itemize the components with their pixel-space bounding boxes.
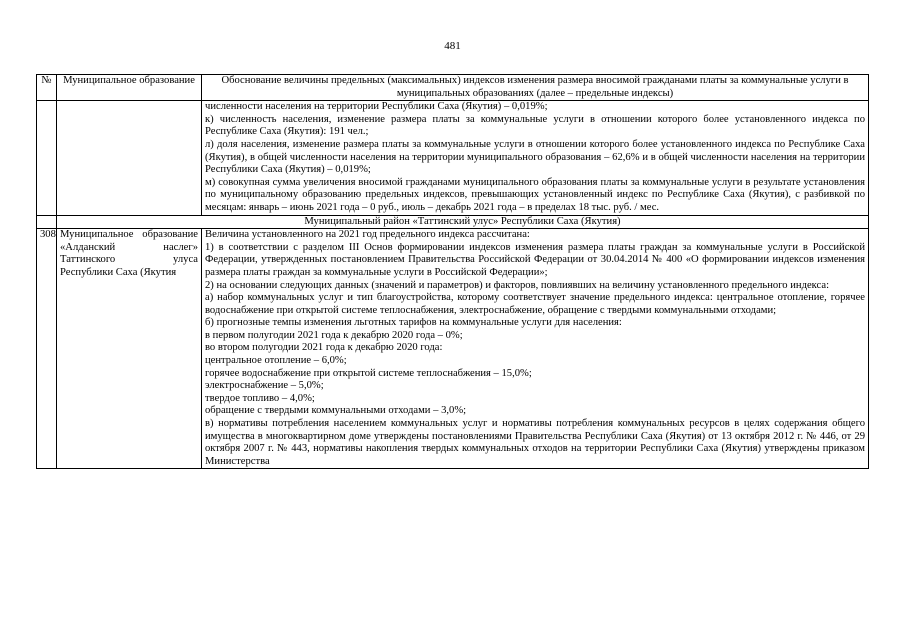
- continuation-justification-cell: [202, 101, 869, 215]
- municipality-name-cell: [57, 229, 202, 469]
- paragraph: м) совокупная сумма увеличения вносимой гражданами муниципального образования платы за коммунальные услуги в результате установления по муниципальному образованию предельных индексов, превышающих установленный индекс по Республике Саха (Якутия), с разбивкой по месяцам: январь – июнь 2021 года – 0 руб., июль – декабрь 2021 года – в пределах 18 тыс. руб. / мес.: [205, 176, 865, 213]
- paragraph: к) численность населения, изменение размера платы за коммунальные услуги в отношении которого более установленного индекса по Республике Саха (Якутия): 191 чел.;: [205, 113, 865, 138]
- justification-cell: [202, 229, 869, 469]
- paragraph: во втором полугодии 2021 года к декабрю 2020 года:: [205, 342, 443, 354]
- paragraph: электроснабжение – 5,0%;: [205, 380, 324, 392]
- paragraph: обращение с твердыми коммунальными отходами – 3,0%;: [205, 405, 467, 417]
- indices-table: [36, 74, 869, 469]
- row-number: 308: [37, 229, 57, 469]
- header-number: №: [37, 75, 57, 101]
- section-row: [37, 215, 869, 229]
- header-justification: Обоснование величины предельных (максимальных) индексов изменения размера вносимой гражданами платы за коммунальные услуги в муниципальных образованиях (далее – предельные индексы): [202, 75, 869, 101]
- paragraph: горячее водоснабжение при открытой системе теплоснабжения – 15,0%;: [205, 367, 532, 379]
- header-municipality: Муниципальное образование: [57, 75, 202, 101]
- paragraph: а) набор коммунальных услуг и тип благоустройства, которому соответствует значение предельного индекса: центральное отопление, горячее водоснабжение при открытой системе теплоснабжения, электроснабжение, обращение с твердыми коммунальными отходами;: [205, 292, 865, 316]
- paragraph: б) прогнозные темпы изменения льготных тарифов на коммунальные услуги для населения:: [205, 317, 622, 329]
- section-number-cell: [37, 215, 57, 229]
- paragraph: центральное отопление – 6,0%;: [205, 355, 347, 367]
- paragraph: твердое топливо – 4,0%;: [205, 392, 315, 404]
- paragraph: л) доля населения, изменение размера платы за коммунальные услуги в отношении которого более установленного индекса по Республике Саха (Якутия), в общей численности населения на территории муниципального образования – 62,6% и в общей численности населения на территории Республики Саха (Якутия) – 0,019%;: [205, 138, 865, 176]
- table-row-308: [37, 229, 869, 469]
- table-header-row: [37, 75, 869, 101]
- table-row-continuation: [37, 101, 869, 215]
- paragraph: в первом полугодии 2021 года к декабрю 2020 года – 0%;: [205, 329, 463, 341]
- continuation-number-cell: [37, 101, 57, 215]
- paragraph: 2) на основании следующих данных (значений и параметров) и факторов, повлиявших на величину установленного предельного индекса:: [205, 279, 830, 291]
- section-title: Муниципальный район «Таттинский улус» Республики Саха (Якутия): [57, 215, 869, 229]
- paragraph: 1) в соответствии с разделом III Основ формировании индексов изменения размера платы граждан за коммунальные услуги в Российской Федерации, утвержденных постановлением Правительства Российской Федерации от 30.04.2014 № 400 «О формировании индексов изменения размера платы граждан за коммунальные услуги в Российской Федерации»;: [205, 241, 865, 278]
- paragraph: Величина установленного на 2021 год предельного индекса рассчитана:: [205, 229, 530, 241]
- municipality-name: Муниципальное образование «Алданский наслег» Таттинского улуса Республики Саха (Якутия: [60, 229, 198, 278]
- paragraph: численности населения на территории Республики Саха (Якутия) – 0,019%;: [205, 101, 548, 113]
- paragraph: в) нормативы потребления населением коммунальных услуг и нормативы потребления коммунальных ресурсов в целях содержания общего имущества в многоквартирном доме утверждены постановлениями Правительства Республики Саха (Якутия) от 13 октября 2012 г. № 446, от 29 октября 2007 г. № 443, нормативы накопления твердых коммунальных отходов на территории Республики Саха (Якутия) утверждены приказом Министерства: [205, 418, 865, 467]
- page-number: 481: [444, 40, 461, 52]
- continuation-municipality-cell: [57, 101, 202, 215]
